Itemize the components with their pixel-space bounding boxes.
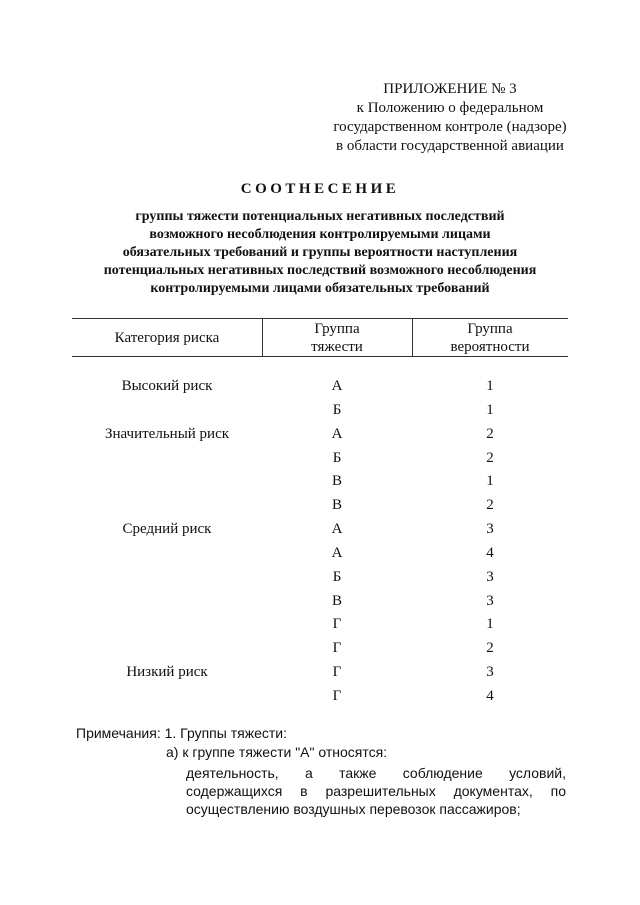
appendix-line: ПРИЛОЖЕНИЕ № 3 bbox=[383, 81, 517, 97]
subtitle-line: возможного несоблюдения контролируемыми лицами bbox=[149, 227, 491, 242]
appendix-line: в области государственной авиации bbox=[336, 138, 564, 154]
appendix-line: к Положению о федеральном bbox=[356, 100, 544, 116]
table-cell-severity: Г bbox=[332, 616, 342, 632]
col-header-line: вероятности bbox=[450, 339, 530, 355]
table-cell-probability: 2 bbox=[486, 497, 494, 513]
appendix-block bbox=[300, 80, 600, 156]
table-cell-severity: В bbox=[331, 473, 342, 489]
subtitle-line: обязательных требований и группы вероятности наступления bbox=[122, 245, 518, 260]
risk-category-significant: Значительный риск bbox=[104, 426, 230, 442]
table-cell-severity: Б bbox=[332, 450, 342, 466]
table-cell-severity: Г bbox=[332, 688, 342, 704]
notes-item-a-body: деятельность, а также соблюдение условий, содержащихся в разрешительных документах, по осуществлению воздушных перевозок пассажиров; bbox=[186, 765, 566, 817]
table-cell-probability: 3 bbox=[486, 521, 494, 537]
subtitle-line: группы тяжести потенциальных негативных последствий bbox=[135, 209, 505, 224]
table-cell-probability: 1 bbox=[486, 402, 494, 418]
table-cell-probability: 2 bbox=[486, 640, 494, 656]
document-title: СООТНЕСЕНИЕ bbox=[240, 181, 400, 197]
table-cell-severity: В bbox=[331, 497, 342, 513]
table-cell-severity: Г bbox=[332, 664, 342, 680]
table-cell-severity: В bbox=[331, 593, 342, 609]
appendix-line: государственном контроле (надзоре) bbox=[333, 119, 567, 135]
table-cell-probability: 3 bbox=[486, 664, 494, 680]
risk-category-high: Высокий риск bbox=[121, 378, 213, 394]
table-cell-probability: 3 bbox=[486, 593, 494, 609]
col-header-line: Группа bbox=[314, 321, 360, 337]
table-cell-severity: А bbox=[331, 521, 343, 537]
table-cell-probability: 2 bbox=[486, 426, 494, 442]
table-cell-probability: 4 bbox=[486, 545, 494, 561]
table-cell-probability: 1 bbox=[486, 616, 494, 632]
col-header-probability-group bbox=[412, 320, 568, 356]
document-subtitle bbox=[70, 208, 570, 298]
table-cell-severity: Б bbox=[332, 569, 342, 585]
table-header-rule bbox=[72, 356, 568, 357]
table-cell-probability: 2 bbox=[486, 450, 494, 466]
col-header-line: тяжести bbox=[311, 339, 363, 355]
subtitle-line: потенциальных негативных последствий возможного несоблюдения bbox=[103, 263, 537, 278]
table-cell-severity: Б bbox=[332, 402, 342, 418]
table-cell-severity: Г bbox=[332, 640, 342, 656]
table-cell-severity: А bbox=[331, 426, 343, 442]
col-header-line: Группа bbox=[467, 321, 513, 337]
table-cell-severity: А bbox=[331, 378, 343, 394]
col-header-severity-group bbox=[262, 320, 412, 356]
risk-category-medium: Средний риск bbox=[122, 521, 212, 537]
table-cell-probability: 4 bbox=[486, 688, 494, 704]
subtitle-line: контролируемыми лицами обязательных требований bbox=[150, 281, 490, 296]
table-cell-probability: 1 bbox=[486, 378, 494, 394]
notes-heading: Примечания: 1. Группы тяжести: bbox=[76, 725, 287, 741]
notes-item-a: а) к группе тяжести "А" относятся: bbox=[166, 744, 388, 760]
table-cell-probability: 3 bbox=[486, 569, 494, 585]
risk-category-low: Низкий риск bbox=[126, 664, 208, 680]
table-cell-probability: 1 bbox=[486, 473, 494, 489]
table-top-rule bbox=[72, 318, 568, 319]
table-cell-severity: А bbox=[331, 545, 343, 561]
col-header-risk-category: Категория риска bbox=[114, 330, 220, 346]
